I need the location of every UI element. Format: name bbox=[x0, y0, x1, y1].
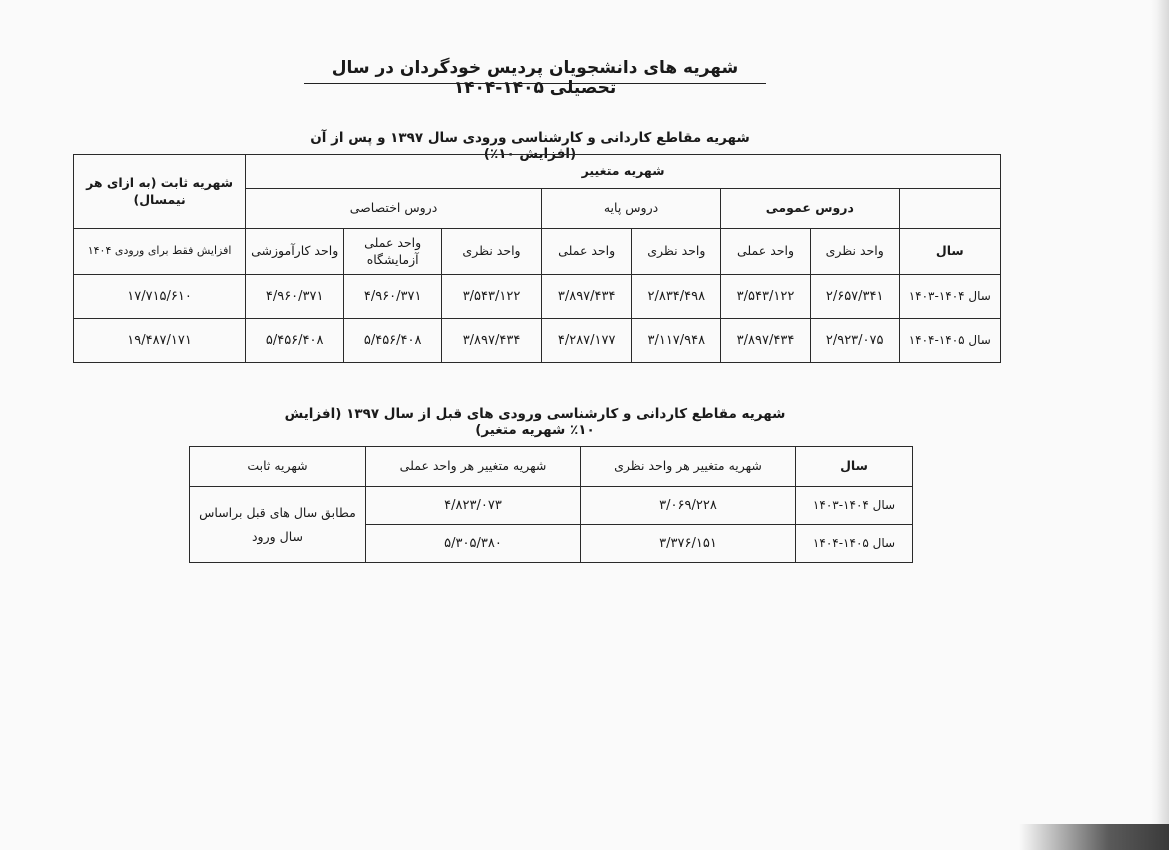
group-specialized: دروس اختصاصی bbox=[246, 189, 542, 229]
row1-spec-lab: ۴/۹۶۰/۳۷۱ bbox=[344, 275, 442, 319]
col-spec-internship: واحد کارآموزشی bbox=[246, 229, 344, 275]
row2-spec-theory: ۳/۸۹۷/۴۳۴ bbox=[442, 319, 542, 363]
row1-fixed: ۱۷/۷۱۵/۶۱۰ bbox=[74, 275, 246, 319]
row1-spec-theory: ۳/۵۴۳/۱۲۲ bbox=[442, 275, 542, 319]
col-spec-lab-line1: واحد عملی bbox=[364, 234, 422, 250]
col-spec-theory: واحد نظری bbox=[442, 229, 542, 275]
t2-row1-theory: ۳/۰۶۹/۲۲۸ bbox=[581, 487, 796, 525]
t2-fixed-note-line1: مطابق سال های قبل براساس bbox=[199, 504, 356, 520]
row2-fixed: ۱۹/۴۸۷/۱۷۱ bbox=[74, 319, 246, 363]
table-row bbox=[190, 487, 913, 525]
group-basic: دروس پایه bbox=[541, 189, 720, 229]
col-basic-theory: واحد نظری bbox=[632, 229, 721, 275]
variable-tuition-header: شهریه متغییر bbox=[246, 155, 1001, 189]
col-basic-practical: واحد عملی bbox=[541, 229, 632, 275]
tuition-table-before-1397 bbox=[189, 446, 913, 563]
col-general-theory: واحد نظری bbox=[810, 229, 899, 275]
group-general: دروس عمومی bbox=[721, 189, 899, 229]
table1-heading: شهریه مقاطع کاردانی و کارشناسی ورودی سال ۱۳۹۷ و پس از آن (افزایش ۱۰٪) bbox=[310, 130, 750, 162]
t2-col-year: سال bbox=[796, 447, 913, 487]
col-year: سال bbox=[899, 229, 1000, 275]
year-group-blank bbox=[899, 189, 1000, 229]
t2-row2-practical: ۵/۳۰۵/۳۸۰ bbox=[366, 525, 581, 563]
row1-basic-theory: ۲/۸۳۴/۴۹۸ bbox=[632, 275, 721, 319]
row2-basic-theory: ۳/۱۱۷/۹۴۸ bbox=[632, 319, 721, 363]
row2-general-theory: ۲/۹۲۳/۰۷۵ bbox=[810, 319, 899, 363]
t2-fixed-note bbox=[190, 487, 366, 563]
t2-row1-practical: ۴/۸۲۳/۰۷۳ bbox=[366, 487, 581, 525]
scan-edge-shadow bbox=[1151, 0, 1169, 850]
t2-col-theory: شهریه متغییر هر واحد نظری bbox=[581, 447, 796, 487]
scan-bottom-shadow bbox=[1019, 824, 1169, 850]
col-spec-lab-line2: آزمایشگاه bbox=[366, 251, 419, 267]
row1-general-theory: ۲/۶۵۷/۳۴۱ bbox=[810, 275, 899, 319]
col-fixed: افزایش فقط برای ورودی ۱۴۰۴ bbox=[74, 229, 246, 275]
row1-spec-internship: ۴/۹۶۰/۳۷۱ bbox=[246, 275, 344, 319]
table-row bbox=[74, 319, 1001, 363]
t2-fixed-note-line2: سال ورود bbox=[251, 528, 303, 544]
page-title: شهریه های دانشجویان پردیس خودگردان در سال تحصیلی ۱۴۰۵-۱۴۰۴ bbox=[331, 58, 739, 98]
row1-general-practical: ۳/۵۴۳/۱۲۲ bbox=[721, 275, 811, 319]
title-underline bbox=[304, 83, 766, 84]
table-row bbox=[74, 275, 1001, 319]
t2-row1-year: سال ۱۴۰۴-۱۴۰۳ bbox=[796, 487, 913, 525]
t2-col-fixed: شهریه ثابت bbox=[190, 447, 366, 487]
row2-spec-lab: ۵/۴۵۶/۴۰۸ bbox=[344, 319, 442, 363]
row1-basic-practical: ۳/۸۹۷/۴۳۴ bbox=[541, 275, 632, 319]
col-spec-lab bbox=[344, 229, 442, 275]
row1-year: سال ۱۴۰۴-۱۴۰۳ bbox=[899, 275, 1000, 319]
row2-basic-practical: ۴/۲۸۷/۱۷۷ bbox=[541, 319, 632, 363]
fixed-tuition-header: شهریه ثابت (به ازای هر نیمسال) bbox=[74, 155, 246, 229]
row2-year: سال ۱۴۰۵-۱۴۰۴ bbox=[899, 319, 1000, 363]
t2-row2-theory: ۳/۳۷۶/۱۵۱ bbox=[581, 525, 796, 563]
t2-col-practical: شهریه متغییر هر واحد عملی bbox=[366, 447, 581, 487]
row2-spec-internship: ۵/۴۵۶/۴۰۸ bbox=[246, 319, 344, 363]
tuition-table-1397-onwards bbox=[73, 154, 1001, 363]
row2-general-practical: ۳/۸۹۷/۴۳۴ bbox=[721, 319, 811, 363]
col-general-practical: واحد عملی bbox=[721, 229, 811, 275]
table2-heading: شهریه مقاطع کاردانی و کارشناسی ورودی های قبل از سال ۱۳۹۷ (افزایش ۱۰٪ شهریه متغیر) bbox=[284, 406, 786, 438]
t2-row2-year: سال ۱۴۰۵-۱۴۰۴ bbox=[796, 525, 913, 563]
